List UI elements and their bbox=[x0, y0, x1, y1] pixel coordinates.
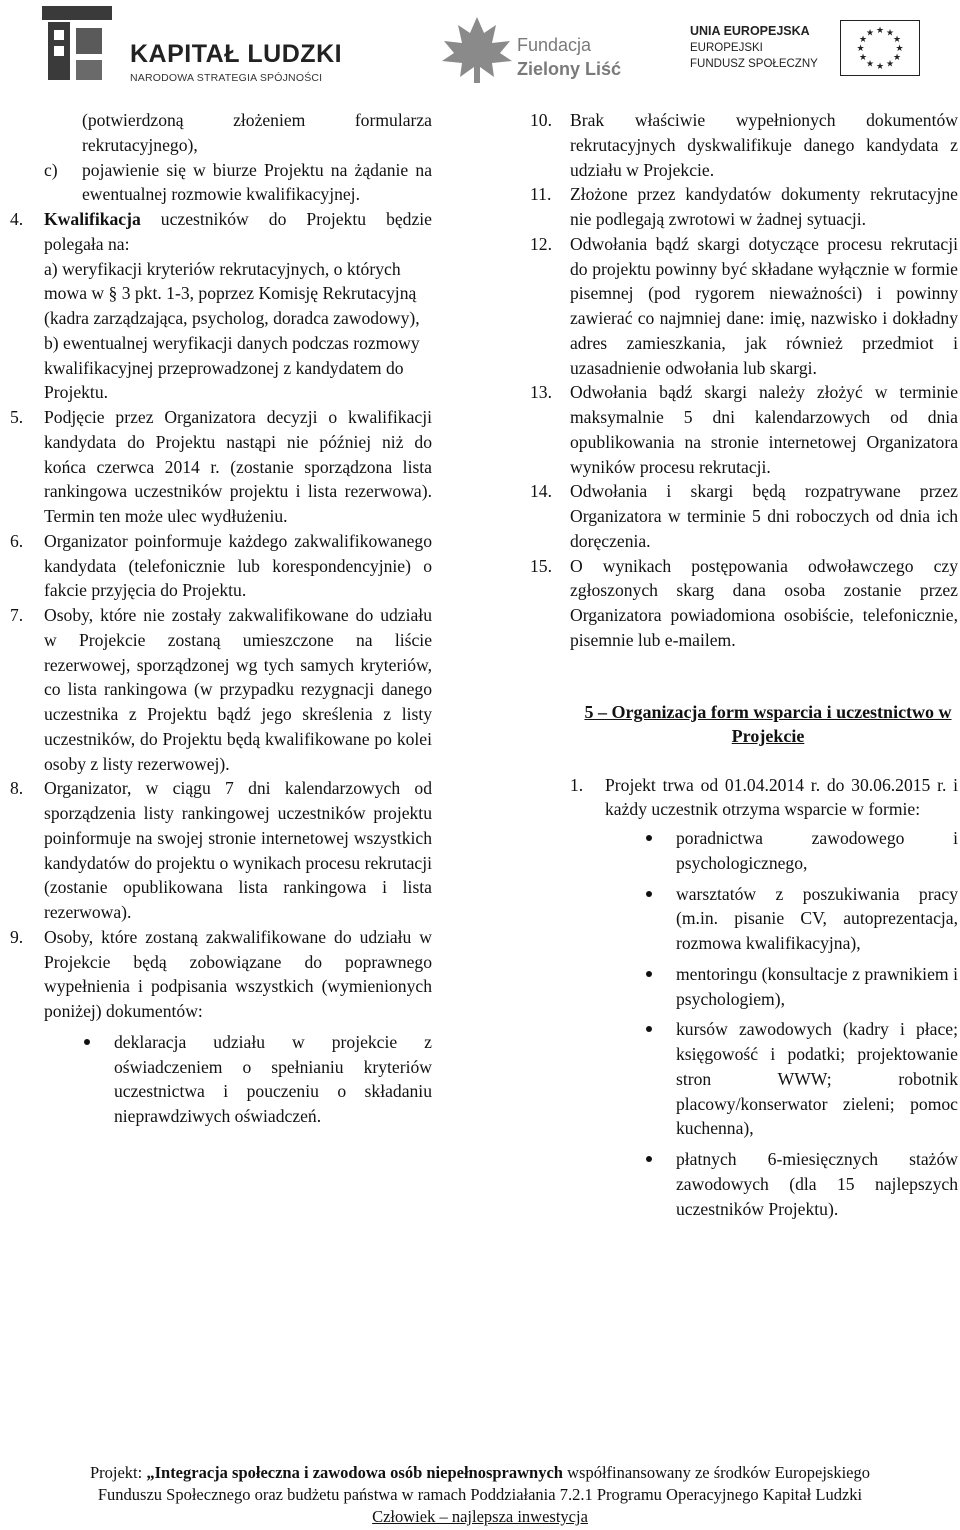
item-text: Odwołania bądź skargi należy złożyć w terminie maksymalnie 5 dni kalendarzowych od dnia opublikowania na stronie internetowej Organizatora wyników procesu rekrutacji. bbox=[570, 382, 958, 477]
eu-flag-stars-icon bbox=[840, 20, 920, 76]
list-item-14 bbox=[530, 479, 958, 553]
footer-line-1 bbox=[0, 1462, 960, 1484]
footer-slogan: Człowiek – najlepsza inwestycja bbox=[372, 1507, 588, 1526]
list-item-11 bbox=[530, 182, 958, 232]
list-item-6 bbox=[10, 529, 432, 603]
item-bold-word: Kwalifikacja bbox=[44, 209, 141, 229]
svg-text:★: ★ bbox=[856, 44, 865, 54]
support-bullet-item bbox=[530, 1017, 958, 1141]
footer-line-2: Funduszu Społecznego oraz budżetu państwa w ramach Poddziałania 7.2.1 Programu Operacyjnego Kapitał Ludzki bbox=[97, 1485, 863, 1504]
svg-text:★: ★ bbox=[875, 26, 885, 36]
support-bullet-item bbox=[530, 826, 958, 876]
section-heading: 5 – Organizacja form wsparcia i uczestnictwo w Projekcie bbox=[584, 701, 952, 746]
item-text: Organizator, w ciągu 7 dni kalendarzowych od sporządzenia listy rankingowej uczestników projektu poinformuje na swojej stronie internetowej wszystkich kandydatów do projektu o wynikach procesu rekrutacji (zostanie opublikowana lista rankingowa i lista rezerwowa). bbox=[44, 778, 432, 922]
list-item-15 bbox=[530, 554, 958, 653]
list-marker: c) bbox=[44, 159, 58, 180]
svg-text:★: ★ bbox=[892, 53, 902, 63]
item-number: 1. bbox=[570, 774, 584, 795]
fundacja-label: Fundacja bbox=[517, 35, 592, 55]
item-text: Brak właściwie wypełnionych dokumentów rekrutacyjnych dyskwalifikuje danego kandydata z udziału w Projekcie. bbox=[570, 110, 958, 180]
ue-line2: EUROPEJSKI bbox=[690, 42, 763, 54]
bullet-text: poradnictwa zawodowego i psychologicznego, bbox=[676, 828, 958, 873]
list-item-9 bbox=[10, 925, 432, 1024]
kapital-ludzki-title: KAPITAŁ LUDZKI bbox=[130, 40, 343, 68]
item-text: Organizator poinformuje każdego zakwalifikowanego kandydata (telefonicznie lub korespondencyjnie) o fakcie przyjęcia do Projektu. bbox=[44, 530, 432, 601]
item-number: 4. bbox=[10, 209, 24, 229]
svg-text:★: ★ bbox=[892, 35, 902, 45]
item-text: Osoby, które nie zostały zakwalifikowane do udziału w Projekcie zostaną umieszczone na liście rezerwowej, sporządzonej wg tych samych kryteriów, co lista rankingowa (w przypadku rezygnacji danego uczestnika z Projektu bądź jego skreślenia z listy uczestników, do Projektu będą kwalifikowane po kolei osoby z listy rezerwowej). bbox=[44, 605, 432, 774]
kapital-ludzki-logo bbox=[40, 6, 370, 86]
svg-text:★: ★ bbox=[858, 53, 868, 63]
bullet-text: warsztatów z poszukiwania pracy (m.in. pisanie CV, autoprezentacja, rozmowa kwalifikacyjna), bbox=[676, 883, 958, 953]
ue-line3: FUNDUSZ SPOŁECZNY bbox=[690, 58, 818, 70]
bullet-dot-icon bbox=[84, 1039, 90, 1045]
list-item-4a: a) weryfikacji kryteriów rekrutacyjnych, o których mowa w § 3 pkt. 1-3, poprzez Komisję Rekrutacyjną (kadra zarządzająca, psycholog, doradca zawodowy), bbox=[44, 258, 420, 328]
svg-text:★: ★ bbox=[858, 35, 868, 45]
maple-leaf-icon bbox=[440, 15, 514, 85]
item-number: 5. bbox=[10, 407, 24, 427]
item-text: Odwołania bądź skargi dotyczące procesu rekrutacji do projektu powinny być składane wyłącznie w formie pisemnej (pod rygorem nieważności) i powinny zawierać co najmniej dane: imię, nazwisko i dokładny adres zamieszkania, jak również przedmiot i uzasadnienie odwołania lub skargi. bbox=[570, 233, 958, 378]
item-number: 6. bbox=[10, 530, 24, 551]
item-number: 14. bbox=[530, 481, 552, 502]
item-text: Odwołania i skargi będą rozpatrywane przez Organizatora w terminie 5 dni roboczych od dnia ich doręczenia. bbox=[570, 481, 958, 551]
right-column bbox=[530, 108, 958, 1227]
list-item-10 bbox=[530, 108, 958, 182]
bullet-dot-icon bbox=[646, 891, 652, 897]
support-bullet-item bbox=[530, 882, 958, 956]
item-number: 13. bbox=[530, 382, 552, 403]
support-forms-list bbox=[530, 826, 958, 1221]
list-item-5 bbox=[10, 405, 432, 529]
list-item-13 bbox=[530, 380, 958, 479]
svg-text:★: ★ bbox=[895, 44, 904, 54]
zielony-lisc-label: Zielony Liść bbox=[517, 59, 622, 79]
ue-title: UNIA EUROPEJSKA bbox=[690, 24, 810, 38]
list-item-4b: b) ewentualnej weryfikacji danych podczas rozmowy kwalifikacyjnej przeprowadzonej z kandydatem do Projektu. bbox=[44, 332, 420, 403]
footer-suffix: współfinansowany ze środków Europejskiego bbox=[562, 1463, 871, 1482]
item-number: 7. bbox=[10, 605, 24, 625]
bullet-dot-icon bbox=[646, 1026, 652, 1032]
svg-text:★: ★ bbox=[875, 62, 885, 72]
list-item-8 bbox=[10, 776, 432, 925]
support-bullet-item bbox=[530, 962, 958, 1012]
footer-prefix: Projekt: bbox=[89, 1463, 147, 1482]
item-number: 15. bbox=[530, 555, 552, 576]
left-column bbox=[10, 108, 432, 1129]
list-item-12 bbox=[530, 232, 958, 381]
kapital-ludzki-subtitle: NARODOWA STRATEGIA SPÓJNOŚCI bbox=[130, 72, 323, 84]
svg-text:★: ★ bbox=[885, 28, 895, 39]
support-bullet-item bbox=[530, 1147, 958, 1221]
list-item-c bbox=[44, 158, 432, 208]
bullet-item bbox=[44, 1030, 432, 1129]
item-text: O wynikach postępowania odwoławczego czy zgłoszonych skarg dana osoba zostanie przez Organizatora powiadomiona osobiście, telefonicznie, pisemnie lub e-mailem. bbox=[570, 555, 958, 650]
svg-text:★: ★ bbox=[865, 28, 875, 39]
bullet-text: kursów zawodowych (kadry i płace; księgowość i podatki; projektowanie stron WWW; robotnik placowy/konserwator zieleni; pomoc kuchenna), bbox=[676, 1019, 958, 1139]
item-text: Osoby, które zostaną zakwalifikowane do udziału w Projekcie będą zobowiązane do poprawnego wypełnienia i podpisania wszystkich (wymienionych poniżej) dokumentów: bbox=[44, 926, 432, 1021]
page-footer bbox=[0, 1462, 960, 1528]
list-item-text: pojawienie się w biurze Projektu na żądanie na ewentualnej rozmowie kwalifikacyjnej. bbox=[82, 159, 432, 205]
list-item-7 bbox=[10, 603, 432, 776]
list-item-4-body bbox=[10, 207, 432, 257]
bullet-text: mentoringu (konsultacje z prawnikiem i psychologiem), bbox=[676, 963, 958, 1009]
bullet-dot-icon bbox=[646, 835, 652, 841]
bullet-dot-icon bbox=[646, 971, 652, 977]
item-number: 11. bbox=[530, 184, 552, 205]
bullet-dot-icon bbox=[646, 1156, 652, 1162]
item-number: 10. bbox=[530, 110, 552, 130]
svg-text:★: ★ bbox=[885, 59, 895, 70]
footer-project-name: „Integracja społeczna i zawodowa osób niepełnosprawnych bbox=[146, 1463, 563, 1482]
item-lead-text: uczestników do Projektu będzie polegała na: bbox=[44, 209, 432, 254]
kapital-ludzki-emblem-icon bbox=[40, 6, 120, 86]
item-number: 9. bbox=[10, 926, 24, 947]
item-text: Złożone przez kandydatów dokumenty rekrutacyjne nie podlegają zwrotowi w żadnej sytuacji. bbox=[570, 184, 958, 229]
item-text: Podjęcie przez Organizatora decyzji o kwalifikacji kandydata do Projektu nastąpi nie później niż do końca czerwca 2014 r. (zostanie sporządzona lista rankingowa uczestników projektu i lista rezerwowa). Termin ten może ulec wydłużeniu. bbox=[44, 407, 432, 526]
item-text: Projekt trwa od 01.04.2014 r. do 30.06.2015 r. i każdy uczestnik otrzyma wsparcie w formie: bbox=[605, 774, 958, 820]
bullet-text: deklaracja udziału w projekcie z oświadczeniem o spełnianiu kryteriów uczestnictwa i pouczeniu o składaniu nieprawdziwych oświadczeń. bbox=[114, 1031, 432, 1126]
page-header bbox=[0, 0, 960, 100]
svg-text:★: ★ bbox=[865, 59, 875, 70]
unia-europejska-logo bbox=[690, 20, 940, 90]
bullet-text: płatnych 6-miesięcznych stażów zawodowych (dla 15 najlepszych uczestników Projektu). bbox=[676, 1149, 958, 1219]
fundacja-zielony-lisc-logo bbox=[440, 15, 640, 90]
intro-line: (potwierdzoną złożeniem formularza rekrutacyjnego), bbox=[82, 110, 432, 155]
section5-item-1 bbox=[530, 773, 958, 823]
item-number: 12. bbox=[530, 233, 552, 254]
item-number: 8. bbox=[10, 778, 24, 799]
